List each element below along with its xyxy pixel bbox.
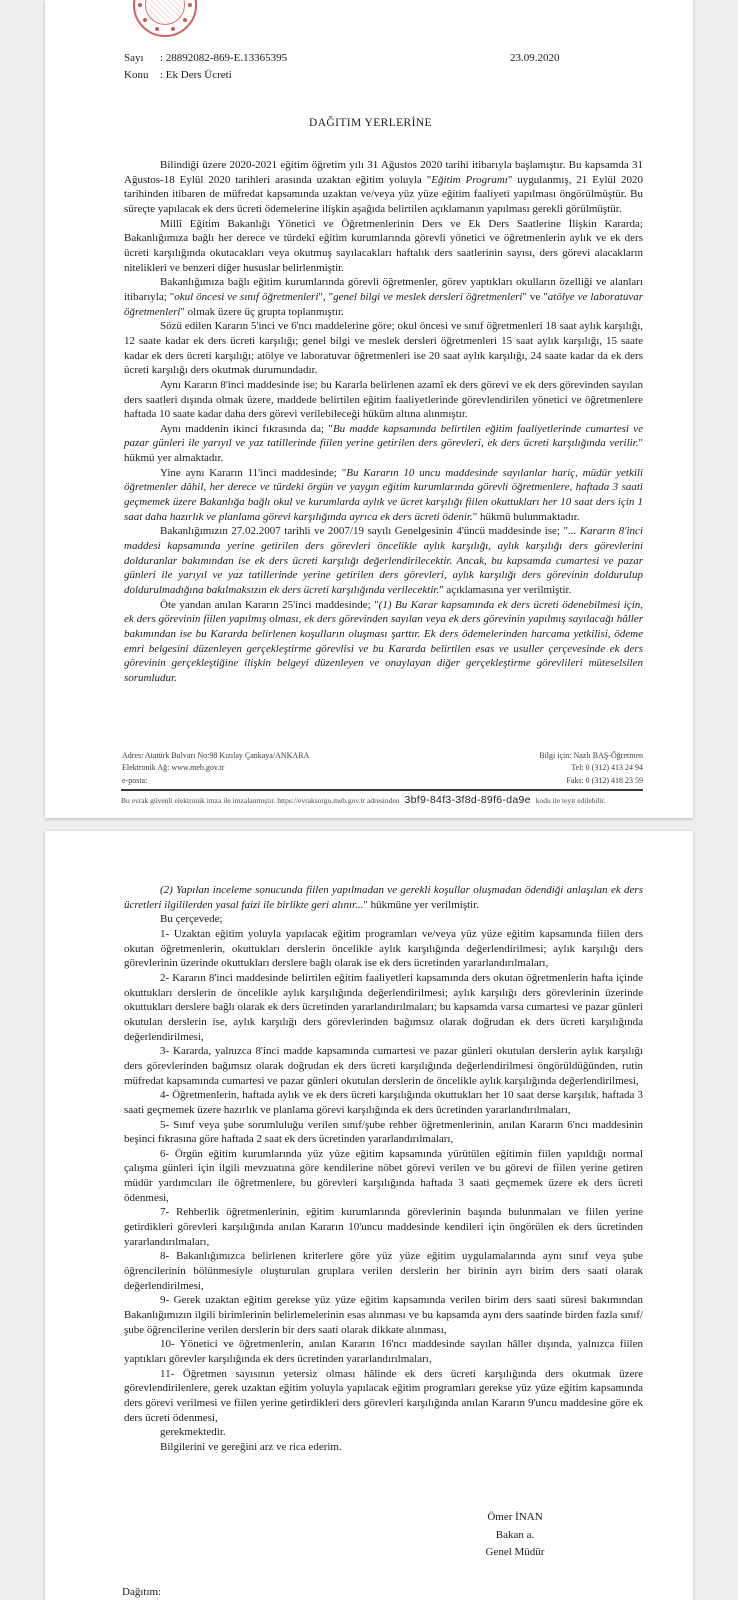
text-run: Bakanlığımızın 27.02.2007 tarihli ve 2007/19 sayılı Genelgesinin 4'üncü maddesinde ise; " — [160, 525, 568, 538]
text-run: ... Kararın 8'inci maddesi kapsamında yerine getirilen ders görevleri öncelikle aylık karşılığı, aylık karşılığı ders görevlerini dolduranlar bakımından ise ek ders ücreti karşılığı değerlendirilecektir. Ancak, bu kapsamda cumartesi ve pazar günleri ile yarıyıl ve yaz tatillerinde yerine getirilen ders görevleri, aylık karşılığı ders görevinin doldurulup doldurulmadığına bakılmaksızın ek ders ücreti karşılığında verilecektir. — [124, 525, 643, 597]
text-run: 6- Örgün eğitim kurumlarında yüz yüze eğitim kapsamında yürütülen eğitimin fiilen yapıldığı normal çalışma günleri için ilgili mevzuatına göre kendilerine nöbet görevi verilen ve bu görevi de fiilen yerine getiren müdür yardımcıları ile öğretmenlere, bu görevleri karşılığında haftada 3 saati geçmemek üzere ek ders ücreti ödenmesi, — [124, 1147, 643, 1204]
paragraph — [124, 524, 643, 597]
text-run: 10- Yönetici ve öğretmenlerin, anılan Kararın 16'ncı maddesinde sayılan hâller dışında, yalnızca fiilen yaptıkları görevler karşılığında ek ders ücretinden yararlandırılmaları, — [124, 1338, 643, 1365]
text-run: Öte yandan anılan Kararın 25'inci maddesinde; " — [160, 598, 379, 611]
verify-text-post: kodu ile teyit edilebilir. — [535, 796, 606, 805]
text-run: Sözü edilen Kararın 5'inci ve 6'ncı maddelerine göre; okul öncesi ve sınıf öğretmenleri 18 saat aylık karşılığı, 12 saate kadar ek ders ücreti karşılığı; genel bilgi ve meslek dersleri öğretmenleri 15 saat aylık karşılığı, 15 saate kadar ek ders ücreti karşılığı; atölye ve laboratuvar öğretmenleri ise 20 saat aylık karşılığı, 24 saate kadar da ek ders ücreti karşılığı ders okutmak durumundadır. — [124, 320, 643, 377]
text-run: Bilindiği üzere 2020-2021 eğitim öğretim yılı 31 Ağustos 2020 tarihi itibarıyla başlamıştır. Bu kapsamda 31 Ağustos-18 Eylül 2020 tarihleri arasında uzaktan eğitim yoluyla " — [124, 159, 643, 186]
text-run: 8- Bakanlığımızca belirlenen kriterlere göre yüz yüze eğitim uygulamalarında aynı sınıf veya şube öğrencilerinin bölünmesiyle oluşturulan gruplara verilen derslerin her birinin ayrı birim ders saati olarak değerlendirilmesi, — [124, 1250, 643, 1292]
letter-body-page2 — [124, 883, 643, 1455]
footer-line: Elektronik Ağ: www.meb.gov.tr — [122, 763, 225, 773]
footer-line: Adres: Atatürk Bulvarı No:98 Kızılay Çankaya/ANKARA — [122, 751, 310, 760]
footer-contact-block — [539, 750, 643, 787]
text-run: 11- Öğretmen sayısının yetersiz olması hâlinde ek ders ücreti karşılığında ders okutmak üzere görevlendirilenlere, gerek uzaktan eğitim yoluyla yapılacak eğitim programları gerekse yüz yüze eğitim kapsamında ders görevi verilmesi ve fiilen yerine getirdikleri ders görevleri karşılığında anılan Kararın 9'uncu maddesine göre ek ders ücreti ödenmesi, — [124, 1367, 643, 1424]
text-run: Bu çerçevede; — [160, 913, 223, 926]
signer-title-2: Genel Müdür — [485, 1546, 545, 1558]
text-run: 4- Öğretmenlerin, haftada aylık ve ek ders ücreti karşılığında okuttukları her 10 saat derse karşılık, haftada 3 saati geçmemek üzere hazırlık ve planlama görevi karşılığında ek ders ücretinden yararlandırılmaları, — [124, 1089, 643, 1116]
paragraph — [124, 158, 643, 217]
text-run: okul öncesi ve sınıf öğretmenleri — [174, 290, 319, 303]
text-run: " açıklamasına yer verilmiştir. — [439, 584, 572, 597]
text-run: " hükmüne yer verilmiştir. — [363, 898, 480, 911]
seal-dot — [188, 3, 192, 7]
text-run: " ve " — [522, 290, 548, 303]
text-run: gerekmektedir. — [160, 1426, 226, 1439]
paragraph — [124, 1440, 643, 1455]
text-run: Aynı maddenin ikinci fıkrasında da; " — [160, 422, 333, 435]
ministry-seal-logo — [133, 0, 197, 37]
paragraph — [124, 466, 643, 525]
verify-code: 3bf9-84f3-3f8d-89f6-da9e — [404, 794, 531, 806]
paragraph — [124, 1088, 643, 1117]
text-run: Bakanlığımıza bağlı eğitim kurumlarında görevli öğretmenler, görev yaptıkları okulların özelliği ve alanları itibarıyla; " — [124, 276, 643, 303]
text-run: " olmak üzere üç grupta toplanmıştır. — [180, 305, 344, 318]
recipient-heading: DAĞITIM YERLERİNE — [309, 117, 432, 129]
text-run: genel bilgi ve meslek dersleri öğretmenleri — [333, 290, 523, 303]
text-run: 5- Sınıf veya şube sorumluluğu verilen sınıf/şube rehber öğretmenlerinin, anılan Kararın 6'ncı maddesinin beşinci fıkrasına göre haftada 2 saat ek ders ücretinden yararlandırılmaları, — [124, 1118, 643, 1146]
paragraph — [124, 1147, 643, 1206]
distribution-label: Dağıtım: — [122, 1586, 162, 1598]
paragraph — [124, 1044, 643, 1088]
letter-meta — [124, 50, 643, 84]
footer-line: e-posta: — [122, 775, 148, 785]
paragraph — [124, 1118, 643, 1147]
paragraph — [124, 1293, 643, 1337]
text-run: 9- Gerek uzaktan eğitim gerekse yüz yüze eğitim kapsamında verilen birim ders saati süresi bakımından Bakanlığımızın ilgili birimlerinin belirlemelerinin esas alınması ve bu kapsamda aynı ders saatinde birden fazla sınıf/şube öğrencilerine verilen derslerin bir ders saati olarak dikkate alınması, — [124, 1294, 643, 1336]
letter-date: 23.09.2020 — [510, 52, 560, 64]
footer-line: Tel: 0 (312) 413 24 94 — [571, 763, 643, 773]
paragraph — [124, 912, 643, 927]
konu-row — [124, 67, 643, 84]
text-run: ", " — [318, 290, 334, 303]
footer-separator-line — [121, 789, 643, 791]
text-run: Millî Eğitim Bakanlığı Yönetici ve Öğretmenlerinin Ders ve Ek Ders Saatlerine İlişkin Kararda; Bakanlığımıza bağlı her derece ve türdeki eğitim kurumlarında görevli yönetici ve öğretmenlerin aylık ve ek ders ücreti karşılığında okutacakları veya okutmuş sayılacakları haftalık ders saatlerinin sayısı, ders görevi alacakların nitelikleri ve benzeri diğer hususlar belirlenmiştir. — [124, 217, 643, 274]
paragraph — [124, 1337, 643, 1366]
letter-page-2 — [45, 831, 693, 1600]
text-run: Bu madde kapsamında belirtilen eğitim faaliyetlerinde cumartesi ve pazar günleri ile yarıyıl ve yaz tatillerinde fiilen yerine getirilen ders görevleri, ek ders ücreti karşılığında verilir. — [124, 422, 643, 450]
seal-dot — [183, 18, 187, 22]
text-run: (1) Bu Karar kapsamında ek ders ücreti ödenebilmesi için, ek ders görevinin fiilen yapılmış olması, ek ders görevinden sayılan veya ek ders görevinin yapılmış sayılacağı hâller bakımından ise bu Kararda belirlenen koşulların oluşması şarttır. Ek ders ödemelerinden harcama yetkilisi, ödeme emri belgesini düzenleyen gerçekleştirme görevlisi ve bu Kararda belirtilen esas ve usuller çerçevesinde ek ders görevinin gerçekleştiğine ilişkin belgeyi düzenleyen ve onaylayan diğer gerçekleştirme görevlileri müteselsilen sorumludur. — [124, 598, 643, 684]
sayi-value: : 28892082-869-E.13365395 — [160, 52, 288, 64]
paragraph — [124, 971, 643, 1044]
seal-dot — [138, 3, 142, 7]
paragraph — [124, 1205, 643, 1249]
e-signature-verification — [121, 794, 643, 806]
seal-dot — [171, 27, 175, 31]
paragraph — [124, 883, 643, 912]
text-run: Eğitim Programı — [431, 173, 508, 186]
seal-dot — [143, 18, 147, 22]
signer-title-1: Bakan a. — [495, 1528, 535, 1541]
text-run: 1- Uzaktan eğitim yoluyla yapılacak eğitim programları ve/veya yüz yüze eğitim kapsamında fiilen ders okutan öğretmenlerin, okuttukları derslerin öncelikle aylık karşılığında değerlendirilmesi; aylık karşılığı ders görevlerinin üzerinde okuttukları derslere bağlı olarak ise ek ders ücretinden yararlandırılmaları, — [124, 927, 643, 970]
paragraph — [124, 927, 643, 971]
text-run: atölye ve laboratuvar öğretmenleri — [124, 290, 643, 318]
sayi-row — [124, 50, 643, 67]
paragraph — [124, 1249, 643, 1293]
text-run: (2) Yapılan inceleme sonucunda fiilen yapılmadan ve gerekli koşullar oluşmadan ödendiği anlaşılan ek ders ücretleri ilgililerden yasal faizi ile birlikte geri alınır... — [124, 884, 643, 911]
konu-label: Konu — [124, 69, 149, 81]
text-run: " uygulanmış, 21 Eylül 2020 tarihinden itibaren de müfredat kapsamında uzaktan ve/veya yüz yüze eğitim faaliyeti yapılması öngörülmüştür. Bu süreçte yapılacak ek ders ücreti ödemelerine ilişkin aşağıda belirtilen açıklamanın yapılması gerekli görülmüştür. — [124, 173, 643, 215]
signature-block — [445, 1509, 585, 1562]
text-run: 2- Kararın 8'inci maddesinde belirtilen eğitim faaliyetleri kapsamında ders okutan öğretmenlerin hafta içinde okuttukları derslerin de öncelikle aylık karşılığında değerlendirilmesi; aylık karşılığı ders görevlerinin üzerinde okuttukları derslere bağlı olarak ek ders ücretinden yararlandırılmaları; bu kapsamda varsa cumartesi ve pazar günleri okutulan derslerin ise, aylık karşılığı ders görevlerinden bağımsız olarak doğrudan ek ders ücreti karşılığında değerlendirilmesi, — [124, 971, 643, 1043]
paragraph — [124, 319, 643, 378]
text-run: 7- Rehberlik öğretmenlerinin, eğitim kurumlarında görevlerinin başında bulunmaları ve fiilen yerine getirdikleri görevleri karşılığında anılan Kararın 10'uncu maddesinde kendileri için öngörülen ek ders ücretinden yararlandırılmaları, — [124, 1206, 643, 1248]
konu-value: : Ek Ders Ücreti — [160, 69, 232, 81]
verify-text-pre: Bu evrak güvenli elektronik imza ile imzalanmıştır. https://evraksorgu.meb.gov.tr adresinden — [121, 796, 400, 805]
footer-line: Bilgi için: Nazlı BAŞ-Öğretmen — [539, 751, 643, 760]
footer-address-block — [122, 750, 309, 787]
paragraph — [124, 217, 643, 276]
text-run: Bilgilerini ve gereğini arz ve rica ederim. — [160, 1440, 342, 1453]
text-run: " hükmü yer almaktadır. — [124, 437, 643, 465]
letter-page-1 — [45, 0, 693, 818]
text-run: Aynı Kararın 8'inci maddesinde ise; bu Kararla belirlenen azamî ek ders görevi ve ek ders görevinden sayılan ders saatleri dışında olmak üzere, maddede belirtilen eğitim faaliyetlerinde görevlendirilen yönetici ve öğretmenlere haftada 10 saate kadar daha ders görevi verilebileceği hüküm altına alınmıştır. — [124, 378, 643, 421]
seal-dot — [155, 27, 159, 31]
text-run: Bu Kararın 10 uncu maddesinde sayılanlar hariç, müdür yetkili öğretmenler dâhil, her derece ve türdeki örgün ve yaygın eğitim kurumlarında görevli öğretmenlere, haftada 3 saati geçmemek üzere Bakanlığa bağlı okul ve kurumlarda aylık ve ücret karşılığı fiilen okuttukları her 10 saat ders için 1 saat daha hazırlık ve planlama görevi karşılığında ayrıca ek ders ücreti ödenir. — [124, 466, 643, 523]
letter-body-page1 — [124, 158, 643, 686]
footer-line: Faks: 0 (312) 418 23 59 — [566, 775, 643, 785]
text-run: Yine aynı Kararın 11'inci maddesinde; " — [160, 466, 347, 479]
signer-name: Ömer İNAN — [487, 1511, 543, 1523]
paragraph — [124, 1367, 643, 1426]
sayi-label: Sayı — [124, 52, 144, 64]
paragraph — [124, 275, 643, 319]
paragraph — [124, 1425, 643, 1440]
paragraph — [124, 422, 643, 466]
paragraph — [124, 378, 643, 422]
paragraph — [124, 598, 643, 686]
text-run: 3- Kararda, yalnızca 8'inci madde kapsamında cumartesi ve pazar günleri okutulan derslerin aylık karşılığı ders görevlerinden bağımsız olarak doğrudan ek ders ücreti karşılığında değerlendirilmesi öngörüldüğünden, rutin müfredat kapsamında cumartesi ve pazar günleri okutulan derslerin de öncelikle aylık karşılığında değerlendirilmesi, — [124, 1045, 643, 1087]
text-run: " hükmü bulunmaktadır. — [472, 510, 580, 523]
letter-footer — [122, 750, 643, 787]
